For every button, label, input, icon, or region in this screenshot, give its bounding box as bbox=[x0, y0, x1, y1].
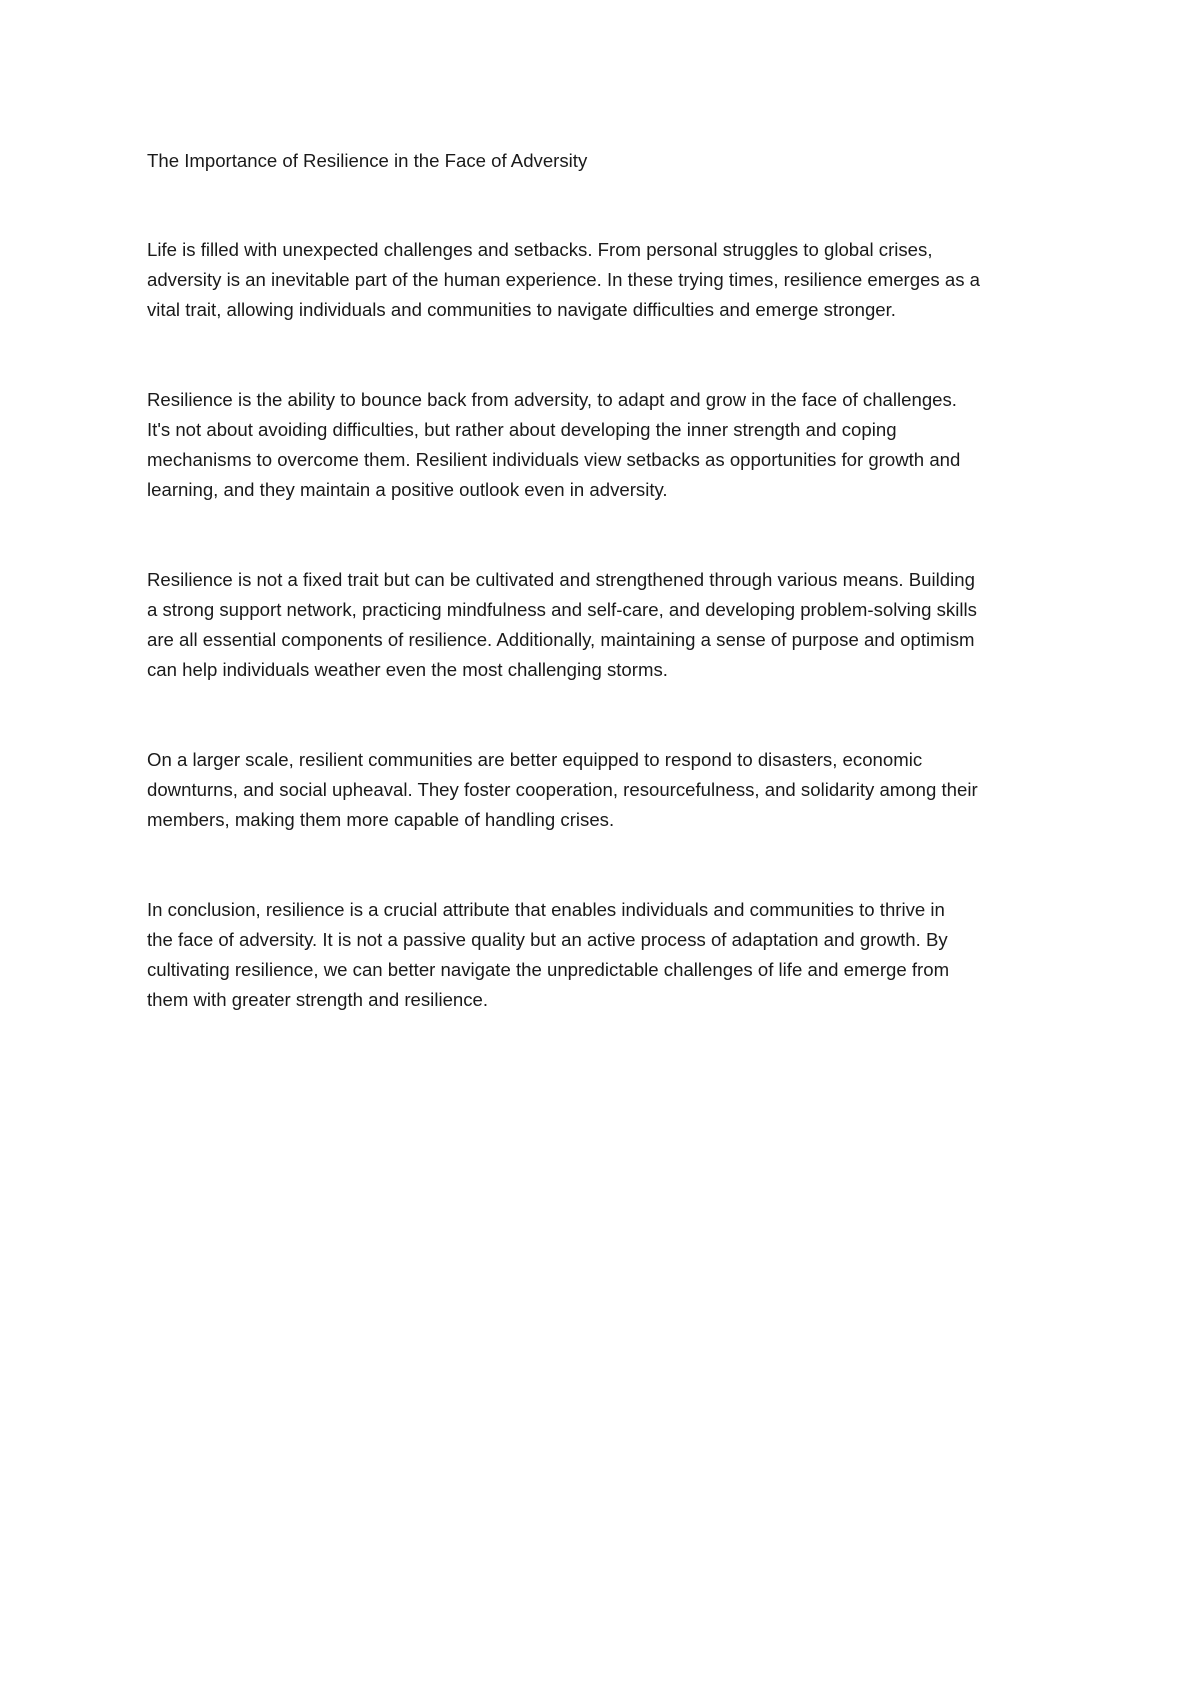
paragraph-line: adversity is an inevitable part of the human experience. In these trying times, resilience emerges as a bbox=[147, 269, 981, 290]
document-body bbox=[147, 146, 1077, 1015]
paragraph-line: Life is filled with unexpected challenges and setbacks. From personal struggles to global crises, bbox=[147, 239, 933, 260]
paragraph-line: In conclusion, resilience is a crucial attribute that enables individuals and communities to thrive in bbox=[147, 899, 945, 920]
paragraph-line: On a larger scale, resilient communities are better equipped to respond to disasters, economic bbox=[147, 749, 923, 770]
paragraph-line: downturns, and social upheaval. They foster cooperation, resourcefulness, and solidarity among their bbox=[147, 779, 978, 800]
paragraph-line: Resilience is not a fixed trait but can be cultivated and strengthened through various means. Building bbox=[147, 569, 975, 590]
paragraph-line: them with greater strength and resilience. bbox=[147, 989, 489, 1010]
document-title: The Importance of Resilience in the Face of Adversity bbox=[147, 150, 588, 171]
paragraph-line: mechanisms to overcome them. Resilient individuals view setbacks as opportunities for growth and bbox=[147, 449, 961, 470]
paragraph-line: It's not about avoiding difficulties, but rather about developing the inner strength and coping bbox=[147, 419, 897, 440]
paragraph-line: members, making them more capable of handling crises. bbox=[147, 809, 615, 830]
paragraph-line: cultivating resilience, we can better navigate the unpredictable challenges of life and emerge from bbox=[147, 959, 950, 980]
paragraph-line: a strong support network, practicing mindfulness and self-care, and developing problem-solving skills bbox=[147, 599, 977, 620]
paragraph-line: are all essential components of resilience. Additionally, maintaining a sense of purpose and optimism bbox=[147, 629, 975, 650]
paragraph-line: can help individuals weather even the most challenging storms. bbox=[147, 659, 668, 680]
paragraph-line: Resilience is the ability to bounce back from adversity, to adapt and grow in the face of challenges. bbox=[147, 389, 957, 410]
paragraph-1 bbox=[147, 235, 1077, 325]
paragraph-4 bbox=[147, 745, 1077, 835]
paragraph-5 bbox=[147, 895, 1077, 1015]
paragraph-2 bbox=[147, 385, 1077, 505]
paragraph-line: the face of adversity. It is not a passive quality but an active process of adaptation and growth. By bbox=[147, 929, 948, 950]
paragraph-3 bbox=[147, 565, 1077, 685]
paragraph-line: learning, and they maintain a positive outlook even in adversity. bbox=[147, 479, 668, 500]
paragraph-line: vital trait, allowing individuals and communities to navigate difficulties and emerge stronger. bbox=[147, 299, 896, 320]
